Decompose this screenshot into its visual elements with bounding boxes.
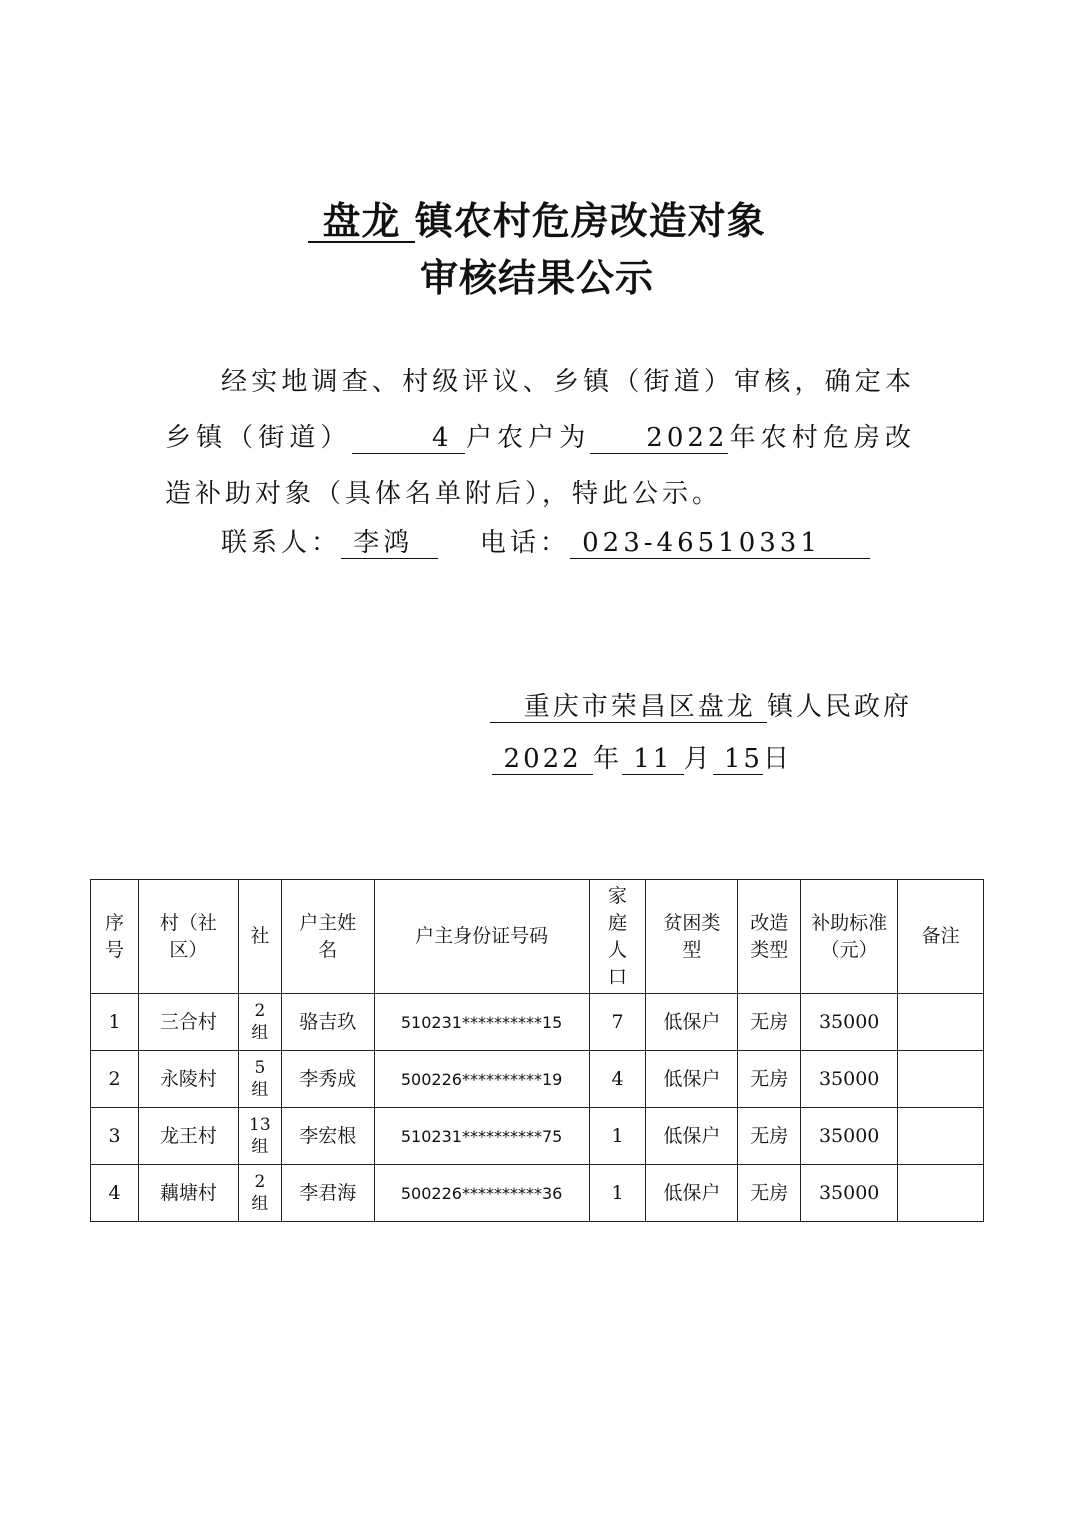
cell-householder: 李秀成 — [281, 1051, 374, 1108]
cell-village: 龙王村 — [138, 1108, 238, 1165]
contact-person-label: 联系人： — [221, 528, 342, 558]
cell-householder: 骆吉玖 — [281, 994, 374, 1051]
issuing-organization — [0, 686, 912, 723]
cell-id-number: 510231**********15 — [374, 994, 589, 1051]
cell-renovation-type: 无房 — [738, 1108, 801, 1165]
table-row — [91, 1165, 984, 1222]
phone-label: 电话： — [479, 528, 570, 558]
cell-remarks — [898, 1165, 984, 1222]
header-family-size: 家庭人口 — [589, 880, 646, 994]
cell-index: 1 — [91, 994, 139, 1051]
table-row — [91, 1051, 984, 1108]
program-year: 2022 — [590, 424, 728, 454]
header-renovation-type: 改造类型 — [738, 880, 801, 994]
cell-id-number: 510231**********75 — [374, 1108, 589, 1165]
org-suffix: 镇人民政府 — [766, 692, 912, 722]
cell-subsidy: 35000 — [801, 994, 898, 1051]
date-day-unit: 日 — [762, 744, 792, 774]
header-subsidy: 补助标准（元） — [801, 880, 898, 994]
issue-date — [0, 738, 792, 775]
cell-family-size: 7 — [589, 994, 646, 1051]
table-header-row — [91, 880, 984, 994]
cell-index: 2 — [91, 1051, 139, 1108]
title-suffix: 镇农村危房改造对象 — [414, 198, 766, 243]
cell-renovation-type: 无房 — [738, 994, 801, 1051]
cell-family-size: 4 — [589, 1051, 646, 1108]
cell-id-number: 500226**********36 — [374, 1165, 589, 1222]
phone-number: 023-46510331 — [570, 529, 870, 559]
cell-index: 4 — [91, 1165, 139, 1222]
notice-title-line1 — [0, 190, 1074, 245]
cell-village: 藕塘村 — [138, 1165, 238, 1222]
cell-group: 5组 — [238, 1051, 281, 1108]
header-remarks: 备注 — [898, 880, 984, 994]
cell-poverty-type: 低保户 — [646, 1108, 738, 1165]
cell-householder: 李君海 — [281, 1165, 374, 1222]
cell-group: 2组 — [238, 1165, 281, 1222]
header-poverty-type: 贫困类型 — [646, 880, 738, 994]
cell-subsidy: 35000 — [801, 1108, 898, 1165]
notice-title-line2: 审核结果公示 — [419, 255, 654, 300]
header-index: 序号 — [91, 880, 139, 994]
paragraph-part1: 经实地调查、村级评议、乡镇（街道）审核，确定本乡镇（街道） — [165, 367, 915, 453]
paragraph-part2: 户农户为 — [464, 423, 591, 453]
cell-renovation-type: 无房 — [738, 1051, 801, 1108]
cell-index: 3 — [91, 1108, 139, 1165]
header-village: 村（社区） — [138, 880, 238, 994]
cell-renovation-type: 无房 — [738, 1165, 801, 1222]
cell-remarks — [898, 994, 984, 1051]
household-count: 4 — [352, 424, 465, 454]
cell-subsidy: 35000 — [801, 1165, 898, 1222]
notice-paragraph — [165, 354, 915, 522]
contact-person: 李鸿 — [341, 529, 438, 559]
org-underlined: 重庆市荣昌区盘龙 — [490, 693, 767, 723]
date-month-unit: 月 — [683, 744, 713, 774]
header-group: 社 — [238, 880, 281, 994]
table-row — [91, 1108, 984, 1165]
date-month: 11 — [622, 745, 684, 775]
cell-id-number: 500226**********19 — [374, 1051, 589, 1108]
header-id-number: 户主身份证号码 — [374, 880, 589, 994]
cell-remarks — [898, 1051, 984, 1108]
cell-subsidy: 35000 — [801, 1051, 898, 1108]
header-householder: 户主姓名 — [281, 880, 374, 994]
cell-village: 三合村 — [138, 994, 238, 1051]
town-name: 盘龙 — [308, 201, 414, 243]
cell-group: 13组 — [238, 1108, 281, 1165]
cell-village: 永陵村 — [138, 1051, 238, 1108]
cell-poverty-type: 低保户 — [646, 1051, 738, 1108]
date-year-unit: 年 — [592, 744, 622, 774]
contact-line — [221, 522, 870, 559]
cell-family-size: 1 — [589, 1165, 646, 1222]
cell-group: 2组 — [238, 994, 281, 1051]
date-year: 2022 — [492, 745, 593, 775]
cell-householder: 李宏根 — [281, 1108, 374, 1165]
cell-family-size: 1 — [589, 1108, 646, 1165]
cell-poverty-type: 低保户 — [646, 1165, 738, 1222]
cell-poverty-type: 低保户 — [646, 994, 738, 1051]
subsidy-recipient-table — [90, 879, 984, 1222]
table-row — [91, 994, 984, 1051]
cell-remarks — [898, 1108, 984, 1165]
paragraph-part3: 年农村危房改造补助对象（具体名单附后），特此公示。 — [165, 423, 915, 509]
date-day: 15 — [713, 745, 763, 775]
